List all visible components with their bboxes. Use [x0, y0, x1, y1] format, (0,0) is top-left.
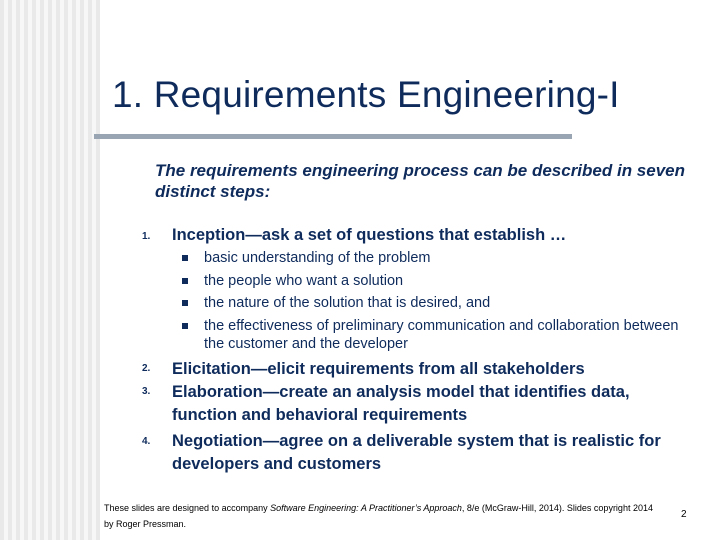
footer-copyright	[104, 500, 664, 532]
bullet-text: the people who want a solution	[204, 273, 404, 289]
step-item	[172, 358, 692, 381]
step-term: Inception	[172, 226, 246, 244]
square-bullet-icon	[182, 323, 188, 329]
square-bullet-icon	[182, 278, 188, 284]
step-term: Elicitation	[172, 360, 251, 378]
step-term: Elaboration	[172, 383, 263, 401]
step-description: —ask a set of questions that establish …	[245, 226, 567, 244]
square-bullet-icon	[182, 300, 188, 306]
step-item	[172, 381, 662, 427]
step-number: 3.	[142, 386, 151, 397]
square-bullet-icon	[182, 255, 188, 261]
bullet-text: basic understanding of the problem	[204, 250, 431, 266]
bullet-text: the nature of the solution that is desired, and	[204, 295, 491, 311]
footer-book-title: Software Engineering: A Practitioner’s Approach	[270, 503, 462, 513]
step-item	[172, 430, 672, 476]
step-term: Negotiation	[172, 432, 263, 450]
step-description: —create an analysis model that identifies data, function and behavioral requirements	[172, 383, 630, 424]
step-number: 4.	[142, 436, 151, 447]
step-item	[172, 224, 692, 247]
step-description: —elicit requirements from all stakeholders	[250, 360, 585, 378]
step-number: 2.	[142, 363, 151, 374]
footer-prefix: These slides are designed to accompany	[104, 503, 271, 513]
step-description: —agree on a deliverable system that is realistic for developers and customers	[172, 432, 661, 473]
footer-suffix: , 8/e (McGraw-Hill, 2014). Slides copyright 2014 by Roger Pressman.	[104, 503, 653, 529]
slide-title: 1. Requirements Engineering-I	[112, 74, 620, 115]
intro-text: The requirements engineering process can be described in seven distinct steps:	[155, 161, 686, 201]
bullet-text: the effectiveness of preliminary communication and collaboration between the customer and the developer	[204, 318, 679, 352]
step-number: 1.	[142, 231, 151, 242]
page-number: 2	[681, 509, 687, 520]
